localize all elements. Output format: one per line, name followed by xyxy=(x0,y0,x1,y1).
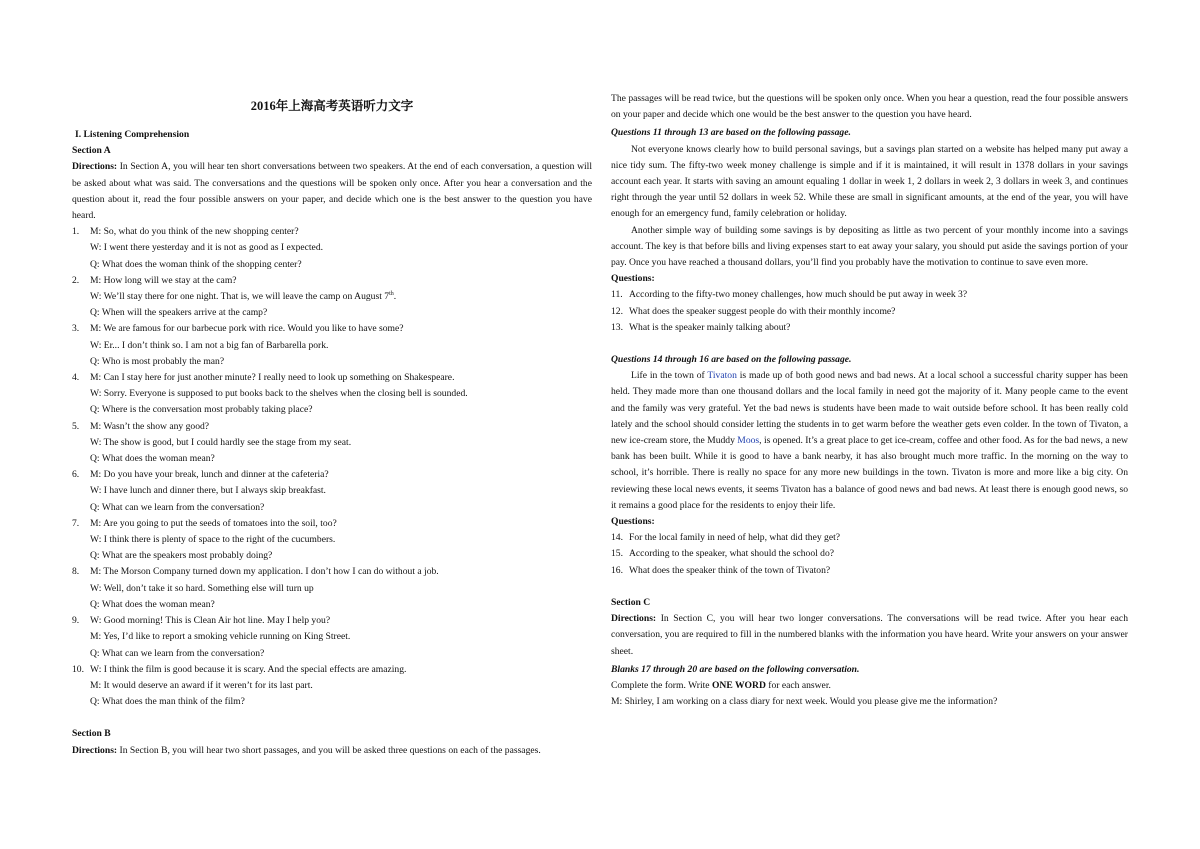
passage-text: , is opened. It’s a great place to get ice-cream, coffee and other food. As for the bad news, a new bank has been built. While it is good to have a bank nearby, it has also brought much more traffic. In the morning on the way to school, it’s horrible. There is really no space for any more new buildings in the town. Tivaton is more and more like a big city. On reviewing these local news events, it seems Tivaton has a balance of good news and bad news. At least there is enough good news, so it remains a good place for the residents to enjoy their life. xyxy=(611,435,1128,511)
passage-2-heading: Questions 14 through 16 are based on the following passage. xyxy=(611,354,852,366)
tivaton-highlight: Tivaton xyxy=(707,370,737,382)
question-item xyxy=(611,546,1128,562)
conversation-question: Q: What does the woman think of the shopping center? xyxy=(90,258,302,270)
conversation-line: M: Shirley, I am working on a class diary for next week. Would you please give me the information? xyxy=(611,696,998,708)
conversation-line: W: I think the film is good because it is scary. And the special effects are amazing. xyxy=(90,663,407,675)
questions-label: Questions: xyxy=(611,516,655,528)
conversation-question: Q: What does the woman mean? xyxy=(90,598,215,610)
passage-2-paragraph xyxy=(611,368,1128,514)
conversation-item xyxy=(72,613,592,629)
question-text: According to the fifty-two money challenges, how much should be put away in week 3? xyxy=(629,289,968,301)
question-text: What is the speaker mainly talking about? xyxy=(629,321,791,333)
question-item xyxy=(611,287,1128,303)
item-number: 1. xyxy=(72,226,80,238)
question-item xyxy=(611,530,1128,546)
right-column xyxy=(611,91,1128,710)
passage-1-heading: Questions 11 through 13 are based on the following passage. xyxy=(611,127,851,139)
conversation-question: Q: What can we learn from the conversation? xyxy=(90,501,265,513)
conversation-item xyxy=(72,321,592,337)
instruction-text: Complete the form. Write xyxy=(611,679,712,691)
moos-highlight: Moos xyxy=(737,435,760,447)
conversation-line-text: W: We’ll stay there for one night. That is, we will leave the camp on August 7 xyxy=(90,291,390,303)
conversation-item xyxy=(72,467,592,483)
item-number: 9. xyxy=(72,615,80,627)
conversation-line: M: We are famous for our barbecue pork with rice. Would you like to have some? xyxy=(90,323,404,335)
section-b-directions xyxy=(72,743,592,759)
question-text: According to the speaker, what should the school do? xyxy=(629,548,835,560)
section-a-heading: Section A xyxy=(72,145,111,157)
conversation-line: W: I went there yesterday and it is not as good as I expected. xyxy=(90,242,324,254)
conversation-line: M: Wasn’t the show any good? xyxy=(90,420,210,432)
ordinal-superscript: th xyxy=(389,290,394,297)
directions-label: Directions: xyxy=(72,161,118,173)
item-number: 13. xyxy=(611,321,623,333)
questions-label: Questions: xyxy=(611,273,655,285)
question-text: What does the speaker think of the town of Tivaton? xyxy=(629,564,831,576)
conversation-line: M: The Morson Company turned down my application. I don’t how I can do without a job. xyxy=(90,566,439,578)
conversation-line: W: Er... I don’t think so. I am not a big fan of Barbarella pork. xyxy=(90,339,329,351)
item-number: 16. xyxy=(611,564,623,576)
section-b-heading: Section B xyxy=(72,728,111,740)
conversation-line: M: It would deserve an award if it weren’t for its last part. xyxy=(90,679,313,691)
item-number: 12. xyxy=(611,305,623,317)
section-a-directions xyxy=(72,159,592,224)
item-number: 5. xyxy=(72,420,80,432)
item-number: 14. xyxy=(611,532,623,544)
conversation-line: M: Can I stay here for just another minute? I really need to look up something on Shakespeare. xyxy=(90,372,455,384)
spacer xyxy=(611,579,1128,595)
left-column xyxy=(72,98,592,759)
conversation-question: Q: Who is most probably the man? xyxy=(90,355,225,367)
directions-text: In Section A, you will hear ten short conversations between two speakers. At the end of each conversation, a question will be asked about what was said. The conversations and the questions will be spoken only once. After you hear a conversation and the question about it, read the four possible answers on your paper, and decide which one is the best answer to the question you have heard. xyxy=(72,161,592,222)
conversation-question: Q: Where is the conversation most probably taking place? xyxy=(90,404,313,416)
directions-label: Directions: xyxy=(611,613,657,625)
conversation-item xyxy=(72,419,592,435)
passage-1-paragraph: Another simple way of building some savings is by depositing as little as two percent of your monthly income into a savings account. The key is that before bills and living expenses start to eat away your salary, you should put aside the savings portion of your pay. Once you have reached a thousand dollars, you’ll find you probably have the motivation to continue to save even more. xyxy=(611,224,1128,269)
conversation-item xyxy=(72,370,592,386)
conversation-line: M: So, what do you think of the new shopping center? xyxy=(90,226,299,238)
conversation-question: Q: When will the speakers arrive at the camp? xyxy=(90,307,268,319)
conversation-question: Q: What can we learn from the conversation? xyxy=(90,647,265,659)
section-c-heading: Section C xyxy=(611,596,651,608)
conversation-line: W: The show is good, but I could hardly see the stage from my seat. xyxy=(90,436,352,448)
conversation-line: W: Good morning! This is Clean Air hot line. May I help you? xyxy=(90,615,331,627)
item-number: 8. xyxy=(72,566,80,578)
item-number: 2. xyxy=(72,274,80,286)
instruction-text: for each answer. xyxy=(765,679,831,691)
conversation-item xyxy=(72,273,592,289)
directions-text: In Section B, you will hear two short passages, and you will be asked three questions on each of the passages. xyxy=(117,744,541,756)
conversation-list xyxy=(72,224,592,710)
conversation-line: M: Are you going to put the seeds of tomatoes into the soil, too? xyxy=(90,517,337,529)
question-item xyxy=(611,563,1128,579)
passage-text: Life in the town of xyxy=(631,370,708,382)
conversation-question: Q: What does the woman mean? xyxy=(90,453,215,465)
conversation-item xyxy=(72,662,592,678)
item-number: 7. xyxy=(72,517,80,529)
question-text: What does the speaker suggest people do with their monthly income? xyxy=(629,305,896,317)
conversation-line: M: Yes, I’d like to report a smoking vehicle running on King Street. xyxy=(90,631,351,643)
conversation-line: W: I have lunch and dinner there, but I always skip breakfast. xyxy=(90,485,326,497)
item-number: 11. xyxy=(611,289,623,301)
page-title: 2016年上海高考英语听力文字 xyxy=(250,99,414,113)
conversation-line: W: Sorry. Everyone is supposed to put books back to the shelves when the closing bell is sounded. xyxy=(90,388,468,400)
item-number: 10. xyxy=(72,663,84,675)
conversation-line: W: Well, don’t take it so hard. Something else will turn up xyxy=(90,582,314,594)
conversation-question: Q: What are the speakers most probably doing? xyxy=(90,550,273,562)
conversation-question: Q: What does the man think of the film? xyxy=(90,696,245,708)
item-number: 15. xyxy=(611,548,623,560)
directions-label: Directions: xyxy=(72,744,118,756)
passage-1-paragraph: Not everyone knows clearly how to build personal savings, but a savings plan started on a website has helped many put away a nice tidy sum. The fifty-two week money challenge is simple and if it is maintained, it will result in 1378 dollars in your savings account each year. It starts with saving an amount equaling 1 dollar in week 1, 2 dollars in week 2, 3 dollars in week 3, and continues right through the year until 52 dollars in week 52. While these are small in significant amounts, at the end of the year, you will have enough for an emergency fund, family celebration or holiday. xyxy=(611,143,1128,220)
passage-text: is made up of both good news and bad news. At a local school a successful charity supper has been held. They made more than one thousand dollars and the local family in need got the majority of it. Many people came to the event and the family was very grateful. Yet the bad news is students have been made to wait outside before school. It has been really cold lately and the school should consider letting the students in to get warm before the weather gets even colder. In the town of Tivaton, a new ice-cream store, the Muddy xyxy=(611,370,1128,447)
question-item xyxy=(611,304,1128,320)
conversation-line: M: How long will we stay at the cam? xyxy=(90,274,237,286)
blanks-heading: Blanks 17 through 20 are based on the following conversation. xyxy=(611,663,860,675)
conversation-line xyxy=(72,289,592,305)
conversation-line: W: I think there is plenty of space to the right of the cucumbers. xyxy=(90,534,336,546)
instruction-emphasis: ONE WORD xyxy=(711,679,766,691)
form-instruction xyxy=(611,678,1128,694)
conversation-item xyxy=(72,564,592,580)
question-text: For the local family in need of help, what did they get? xyxy=(629,532,841,544)
directions-text: In Section C, you will hear two longer conversations. The conversations will be read twice. After you hear each conversation, you are required to fill in the numbered blanks with the information you have heard. Write your answers on your answer sheet. xyxy=(611,613,1128,657)
item-number: 4. xyxy=(72,372,80,384)
part-heading: I. Listening Comprehension xyxy=(75,129,190,140)
conversation-item xyxy=(72,516,592,532)
conversation-item xyxy=(72,224,592,240)
item-number: 3. xyxy=(72,323,80,335)
conversation-line: M: Do you have your break, lunch and dinner at the cafeteria? xyxy=(90,469,329,481)
question-item xyxy=(611,320,1128,336)
spacer xyxy=(72,710,592,726)
item-number: 6. xyxy=(72,469,80,481)
section-b-intro: The passages will be read twice, but the questions will be spoken only once. When you hear a question, read the four possible answers on your paper and decide which one would be the best answer to the question you have heard. xyxy=(611,93,1128,121)
section-c-directions xyxy=(611,611,1128,660)
spacer xyxy=(611,336,1128,352)
line-end-period: . xyxy=(393,291,397,303)
